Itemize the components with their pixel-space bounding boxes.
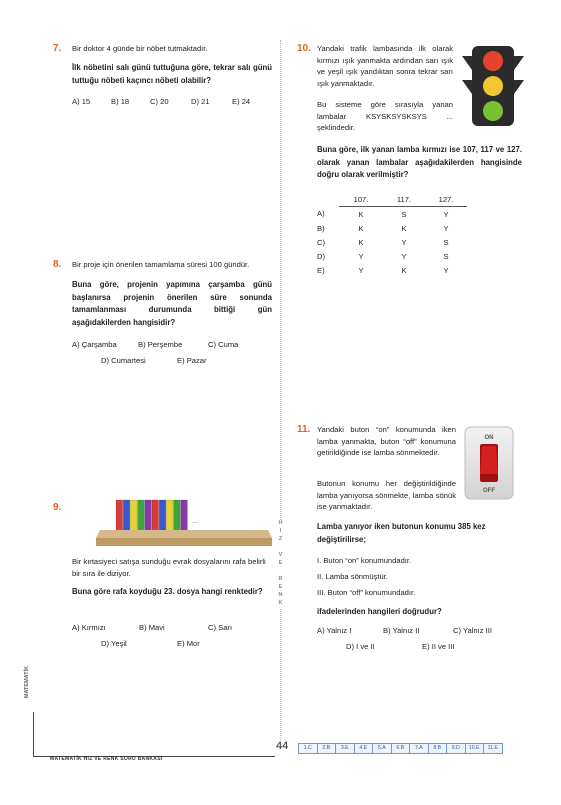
answer-key-cell: 5.A: [372, 743, 392, 754]
subject-side-label: [22, 659, 32, 709]
spine-letter: R: [278, 576, 283, 582]
q10-option-row[interactable]: [317, 221, 467, 235]
q7-option-c[interactable]: C) 20: [150, 97, 169, 106]
answer-key-cell: 6.B: [391, 743, 411, 754]
q10-header-127: 127.: [425, 192, 467, 207]
q8-option-b[interactable]: B) Perşembe: [138, 340, 183, 349]
book-title-footer: MATEMATİK HIZ VE RENK SORU BANKASI: [50, 756, 163, 762]
q10-option-letter: C): [317, 237, 326, 247]
q10-option-cell: Y: [401, 237, 407, 247]
binder: [152, 500, 159, 532]
answer-key-cell: 4.E: [354, 743, 374, 754]
shelf-ellipsis: ...: [192, 518, 198, 525]
q11-option-a[interactable]: A) Yalnız I: [317, 626, 352, 635]
spine-letter: E: [278, 560, 283, 566]
spine-label: [276, 520, 285, 608]
answer-key-cell: 1.C: [298, 743, 318, 754]
traffic-light-icon: [462, 44, 524, 128]
binder: [145, 500, 152, 532]
q8-option-d[interactable]: D) Cumartesi: [101, 356, 146, 365]
question-10-prompt: Buna göre, ilk yanan lamba kırmızı ise 107, 117 ve 127. olarak yanan lambalar aşağıdakilerden hangisinde doğru olarak verilmiştir?: [317, 145, 522, 179]
answer-key-cell: 8.B: [428, 743, 448, 754]
page-number: 44: [276, 740, 289, 752]
q10-option-cell: Y: [443, 209, 449, 219]
q10-option-letter: E): [317, 265, 325, 275]
spine-letter: N: [278, 592, 283, 598]
answer-key: [298, 743, 502, 754]
q10-option-row[interactable]: [317, 207, 467, 222]
spine-letter: V: [278, 552, 283, 558]
q10-option-cell: K: [358, 223, 364, 233]
binder: [116, 500, 123, 532]
question-11-stem: Yandaki buton “on” konumunda iken lamba yanmakta, buton “off” konumuna getirildiğinde ise lamba sönmektedir.: [317, 425, 456, 457]
footer-vertical-rule: [33, 712, 34, 756]
q10-option-row[interactable]: [317, 235, 467, 249]
q10-option-cell: K: [358, 237, 364, 247]
q8-option-e[interactable]: E) Pazar: [177, 356, 207, 365]
q7-option-e[interactable]: E) 24: [232, 97, 251, 106]
q10-answer-table: [317, 192, 467, 277]
question-8-stem: Bir proje için önerilen tamamlama süresi 100 gündür.: [72, 260, 250, 269]
answer-key-cell: 10.E: [465, 743, 485, 754]
q11-option-c[interactable]: C) Yalnız III: [453, 626, 492, 635]
q8-option-c[interactable]: C) Cuma: [208, 340, 239, 349]
answer-key-cell: 2.B: [317, 743, 337, 754]
spine-letter: [276, 544, 285, 552]
subject-side-label-text: MATEMATİK: [24, 665, 30, 699]
q9-option-d[interactable]: D) Yeşil: [101, 639, 127, 648]
spine-letter: [276, 568, 285, 576]
q10-option-cell: S: [401, 209, 407, 219]
question-11-prompt: Lamba yanıyor iken butonun konumu 385 kez değiştirilirse;: [317, 522, 486, 544]
q7-option-a[interactable]: A) 15: [72, 97, 91, 106]
q8-option-a[interactable]: A) Çarşamba: [72, 340, 117, 349]
q7-option-b[interactable]: B) 18: [111, 97, 130, 106]
q10-option-letter: B): [317, 223, 325, 233]
on-off-switch-icon: [464, 426, 514, 500]
binder: [166, 500, 173, 532]
q11-option-e[interactable]: E) II ve III: [422, 642, 455, 651]
question-9-stem: Bir kırtasiyeci satışa sunduğu evrak dosyalarını rafa belirli bir sıra ile diziyor.: [72, 557, 266, 578]
q10-option-letter: A): [317, 209, 325, 219]
q10-option-row[interactable]: [317, 263, 467, 277]
switch-on-label: ON: [484, 435, 494, 441]
binder: [130, 500, 137, 532]
binder: [174, 500, 181, 532]
q10-header-117: 117.: [383, 192, 425, 207]
switch-off-label: OFF: [483, 488, 495, 494]
shelf-top: [96, 530, 272, 538]
answer-key-cell: 9.D: [446, 743, 466, 754]
q11-statement-2: II. Lamba sönmüştür.: [317, 572, 388, 581]
q10-option-cell: Y: [358, 265, 364, 275]
q10-option-cell: K: [358, 209, 364, 219]
answer-key-cell: 7.A: [409, 743, 429, 754]
q10-option-cell: Y: [401, 251, 407, 261]
binder: [123, 500, 130, 532]
q10-option-cell: Y: [443, 265, 449, 275]
binder: [181, 500, 188, 532]
question-7-number: 7.: [53, 43, 62, 54]
column-divider: [280, 40, 281, 740]
q9-option-c[interactable]: C) Sarı: [208, 623, 233, 632]
spine-letter: Z: [278, 536, 283, 542]
q9-option-b[interactable]: B) Mavi: [139, 623, 165, 632]
spine-letter: E: [278, 584, 283, 590]
q10-option-cell: Y: [358, 251, 364, 261]
q10-option-letter: D): [317, 251, 326, 261]
question-11-stem-2: Butonun konumu her değiştirildiğinde lamba yanıyorsa sönmekte, lamba sönük ise yanmaktadır.: [317, 479, 456, 511]
question-7-prompt: İlk nöbetini salı günü tuttuğuna göre, tekrar salı günü tuttuğu nöbeti kaçıncı nöbeti olabilir?: [72, 63, 272, 85]
q10-option-cell: S: [443, 251, 449, 261]
bookshelf-illustration: [96, 492, 272, 550]
binder: [159, 500, 166, 532]
q10-option-cell: Y: [443, 223, 449, 233]
q10-option-cell: K: [401, 265, 407, 275]
spine-letter: I: [279, 528, 282, 534]
q11-option-d[interactable]: D) I ve II: [346, 642, 375, 651]
question-10-stem: Yandaki trafik lambasında ilk olarak kırmızı ışık yanmakta ardından sarı ışık ve yeşil ışık yandıktan sonra tekrar sarı ışık yanmaktadır.: [317, 44, 453, 88]
q10-option-row[interactable]: [317, 249, 467, 263]
answer-key-cell: 11.E: [483, 743, 503, 754]
q10-option-cell: K: [401, 223, 407, 233]
question-7-stem: Bir doktor 4 günde bir nöbet tutmaktadır.: [72, 44, 208, 53]
question-8-number: 8.: [53, 259, 62, 270]
q9-option-a[interactable]: A) Kırmızı: [72, 623, 106, 632]
question-11-number: 11.: [297, 424, 311, 435]
q11-statement-1: I. Buton “on” konumundadır.: [317, 556, 412, 565]
q11-statement-3: III. Buton “off” konumundadır.: [317, 588, 416, 597]
answer-key-cell: 3.E: [335, 743, 355, 754]
q11-option-b[interactable]: B) Yalnız II: [383, 626, 420, 635]
question-9-number: 9.: [53, 502, 62, 513]
binder: [138, 500, 145, 532]
question-8-prompt: Buna göre, projenin yapımına çarşamba günü başlanırsa projenin önerilen süre sonunda tamamlanması durumunda bittiği gün aşağıdakilerden hangisidir?: [72, 280, 272, 327]
spine-letter: H: [278, 520, 283, 526]
question-10-sequence: Bu sisteme göre sırasıyla yanan lambalar KSYSKSYSKSYS ... şeklindedir.: [317, 100, 453, 132]
shelf-front: [96, 538, 272, 546]
q9-option-e[interactable]: E) Mor: [177, 639, 200, 648]
q10-header-107: 107.: [339, 192, 383, 207]
spine-letter: K: [278, 600, 283, 606]
question-10-number: 10.: [297, 43, 311, 54]
binder-row: [116, 500, 187, 532]
q10-option-cell: S: [443, 237, 449, 247]
question-9-prompt: Buna göre rafa koyduğu 23. dosya hangi renktedir?: [72, 587, 263, 596]
q11-ask: ifadelerinden hangileri doğrudur?: [317, 607, 442, 616]
q7-option-d[interactable]: D) 21: [191, 97, 210, 106]
